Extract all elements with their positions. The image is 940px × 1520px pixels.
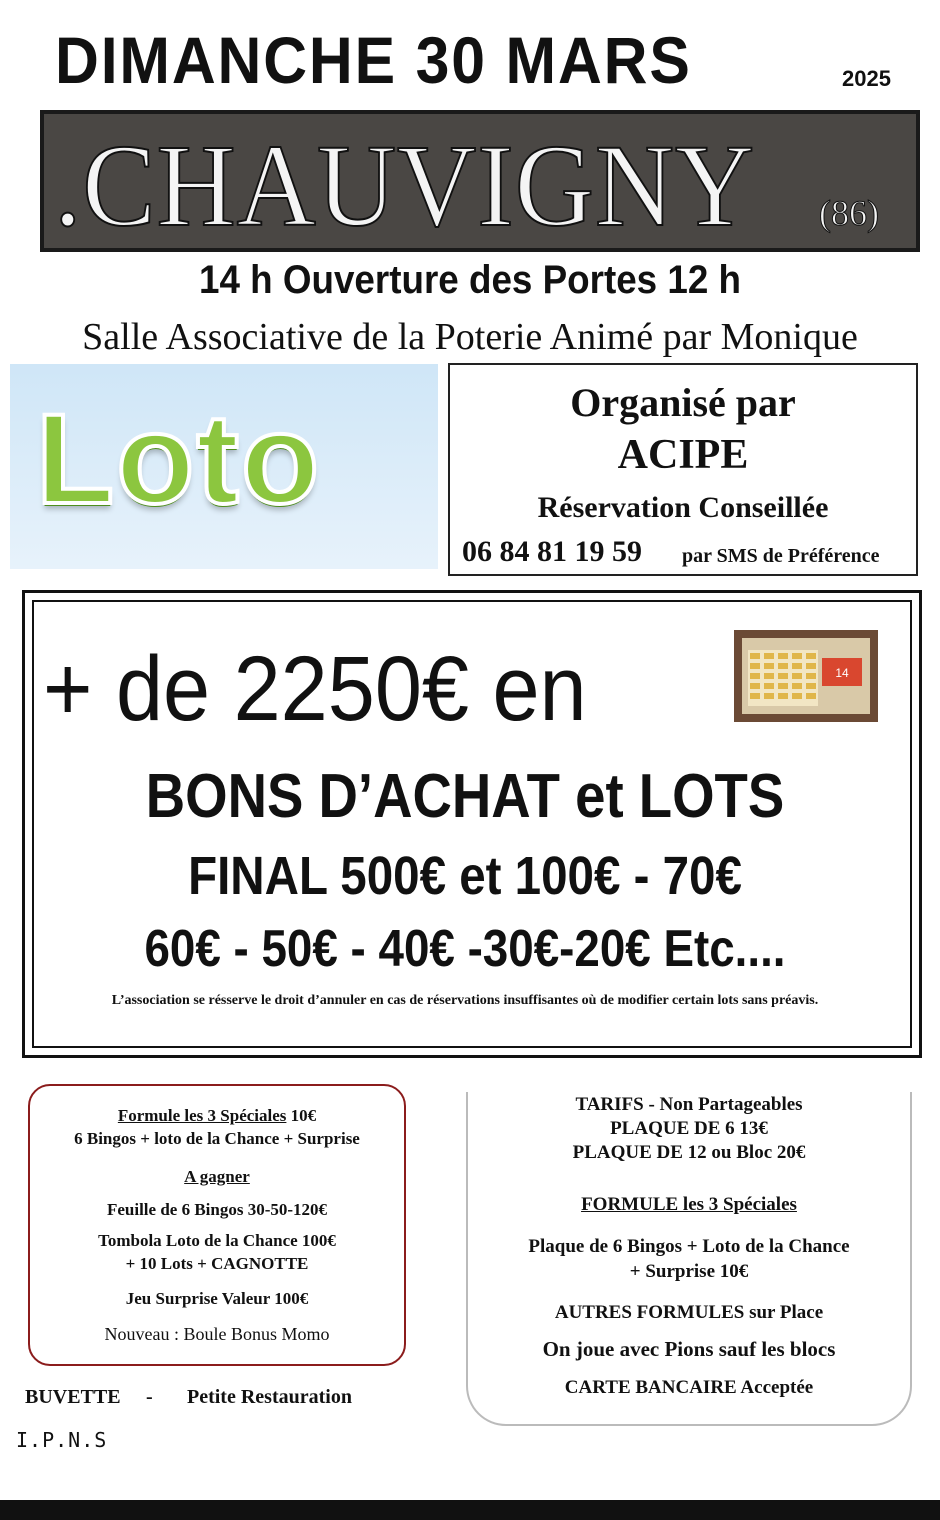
bingo-card-image — [734, 630, 878, 722]
prize-final: FINAL 500€ et 100€ - 70€ — [188, 846, 742, 906]
win-item-bingos: Feuille de 6 Bingos 30-50-120€ — [106, 1200, 328, 1219]
reservation-note: Réservation Conseillée — [537, 491, 829, 524]
venue-line: Salle Associative de la Poterie Animé par Monique — [82, 316, 858, 358]
restauration-label: Petite Restauration — [187, 1386, 352, 1408]
organizer-title: Organisé par — [570, 380, 796, 425]
pions-note: On joue avec Pions sauf les blocs — [542, 1337, 836, 1361]
win-item-lots: + 10 Lots + CAGNOTTE — [125, 1254, 309, 1273]
buvette-label: BUVETTE — [25, 1386, 121, 1408]
organizer-name: ACIPE — [617, 432, 749, 478]
left-formula-desc: 6 Bingos + loto de la Chance + Surprise — [74, 1129, 360, 1148]
left-formula-price: 10€ — [290, 1106, 317, 1125]
prize-disclaimer: L’association se résserve le droit d’annuler en cas de réservations insuffisantes où de modifier certain lots sans préavis. — [111, 993, 819, 1008]
sms-note: par SMS de Préférence — [682, 545, 880, 567]
prize-list: 60€ - 50€ - 40€ -30€-20€ Etc.... — [144, 920, 786, 978]
right-formula-desc-1: Plaque de 6 Bingos + Loto de la Chance — [528, 1236, 850, 1257]
bottom-bar — [0, 1500, 940, 1520]
right-formula-desc-2: + Surprise 10€ — [629, 1261, 749, 1282]
tarif-plaque-12: PLAQUE DE 12 ou Bloc 20€ — [572, 1142, 806, 1163]
tarifs-title: TARIFS - Non Partageables — [575, 1094, 803, 1115]
prize-bons: BONS D’ACHAT et LOTS — [145, 762, 785, 831]
win-title: A gagner — [184, 1167, 250, 1186]
department-number: (86) — [819, 193, 879, 233]
town-name: .CHAUVIGNY — [54, 120, 756, 251]
event-date: DIMANCHE 30 MARS — [55, 23, 692, 97]
buvette-separator: - — [146, 1386, 153, 1408]
phone-number: 06 84 81 19 59 — [462, 535, 642, 568]
win-item-surprise: Jeu Surprise Valeur 100€ — [125, 1289, 309, 1308]
other-formulas: AUTRES FORMULES sur Place — [554, 1302, 824, 1323]
bingo-card-number: 14 — [835, 666, 849, 680]
ipns-mark: I.P.N.S — [16, 1428, 108, 1452]
card-payment-note: CARTE BANCAIRE Acceptée — [564, 1377, 814, 1398]
win-item-bonus: Nouveau : Boule Bonus Momo — [104, 1324, 330, 1344]
special-formula-box — [28, 1084, 406, 1366]
organizer-box — [448, 363, 918, 576]
left-formula-title: Formule les 3 Spéciales — [117, 1106, 287, 1125]
town-banner — [40, 110, 920, 252]
right-formula-title: FORMULE les 3 Spéciales — [581, 1194, 797, 1215]
tarifs-box — [466, 1092, 912, 1426]
event-year: 2025 — [842, 66, 891, 91]
left-formula-line — [30, 1106, 404, 1126]
tarif-plaque-6: PLAQUE DE 6 13€ — [610, 1118, 768, 1139]
hours-line: 14 h Ouverture des Portes 12 h — [199, 258, 741, 302]
win-item-tombola: Tombola Loto de la Chance 100€ — [98, 1231, 336, 1250]
loto-logo: Loto — [36, 388, 322, 531]
prize-amount: + de 2250€ en — [43, 638, 587, 740]
